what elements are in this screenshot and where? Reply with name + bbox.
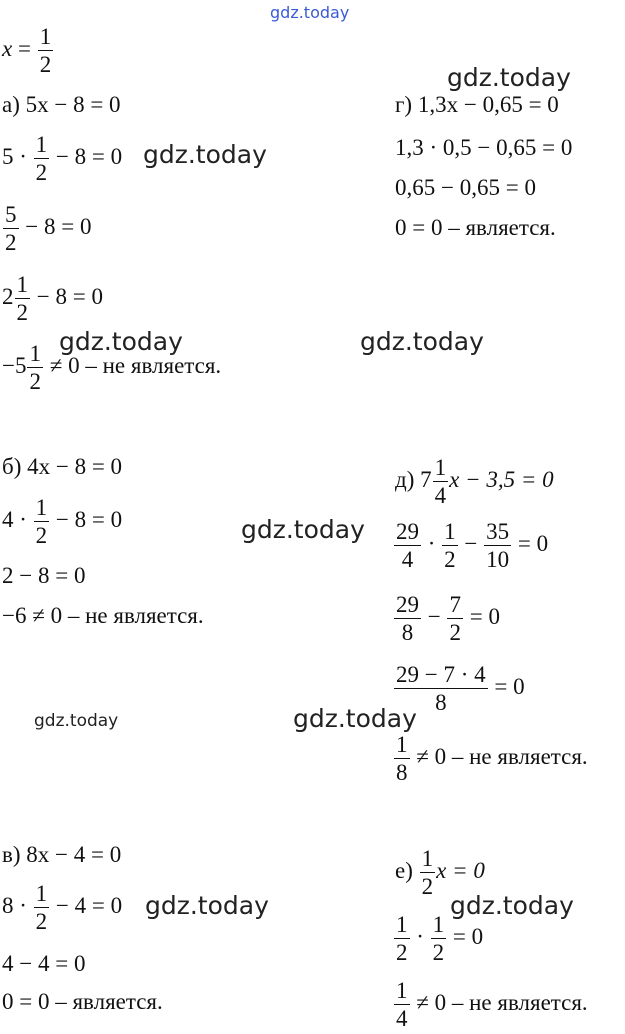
problem-e-step-1: $\frac{1}{2}$ · $\frac{1}{2}$ = 0 [396,912,484,965]
problem-d-step-2: $\frac{29}{8}$ − $\frac{7}{2}$ = 0 [396,592,500,645]
watermark: gdz.today [143,140,267,169]
problem-b-step-1: 4 · $\frac{1}{2}$ − 8 = 0 [2,495,123,548]
problem-e-equation: е) $\frac{1}{2}$ x = 0 [395,846,485,899]
problem-v-result: 0 = 0 – является. [2,989,163,1014]
watermark-top: gdz.today [270,3,350,22]
watermark: gdz.today [447,63,571,92]
problem-a-step-3: 2 $\frac{1}{2}$ − 8 = 0 [2,272,103,325]
problem-g-result: 0 = 0 – является. [395,215,556,240]
watermark: gdz.today [145,891,269,920]
problem-d-step-1: $\frac{29}{4}$ · $\frac{1}{2}$ − $\frac{35}{10}$ = 0 [396,519,549,572]
watermark: gdz.today [360,327,484,356]
watermark: gdz.today [241,515,365,544]
problem-a-equation: а) 5x − 8 = 0 [2,92,121,117]
problem-g-step-2: 0,65 − 0,65 = 0 [395,175,536,200]
problem-a-step-2: $\frac{5}{2}$ − 8 = 0 [5,202,92,255]
problem-b-result: −6 ≠ 0 – не является. [2,603,204,628]
problem-a-result: −5 $\frac{1}{2}$ ≠ 0 – не является. [2,341,222,394]
problem-b-equation: б) 4x − 8 = 0 [2,454,123,479]
problem-e-result: $\frac{1}{4}$ ≠ 0 – не является. [396,978,588,1031]
problem-g-step-1: 1,3 · 0,5 − 0,65 = 0 [395,135,573,160]
problem-v-step-1: 8 · $\frac{1}{2}$ − 4 = 0 [2,881,123,934]
watermark: gdz.today [293,704,417,733]
watermark: gdz.today [59,327,183,356]
problem-b-step-2: 2 − 8 = 0 [2,563,86,588]
problem-d-result: $\frac{1}{8}$ ≠ 0 – не является. [396,732,588,785]
problem-v-step-2: 4 − 4 = 0 [2,951,86,976]
watermark: gdz.today [450,891,574,920]
problem-g-equation: г) 1,3x − 0,65 = 0 [395,92,559,117]
problem-d-equation: д) 7 $\frac{1}{4}$ x − 3,5 = 0 [395,455,554,508]
problem-d-step-3: $\frac{29 - 7 \cdot 4}{8}$ = 0 [396,662,525,715]
problem-v-equation: в) 8x − 4 = 0 [2,842,122,867]
watermark: gdz.today [34,711,119,731]
given-value: x = $\frac{1}{2}$ [2,24,52,77]
problem-a-step-1: 5 · $\frac{1}{2}$ − 8 = 0 [2,132,123,185]
